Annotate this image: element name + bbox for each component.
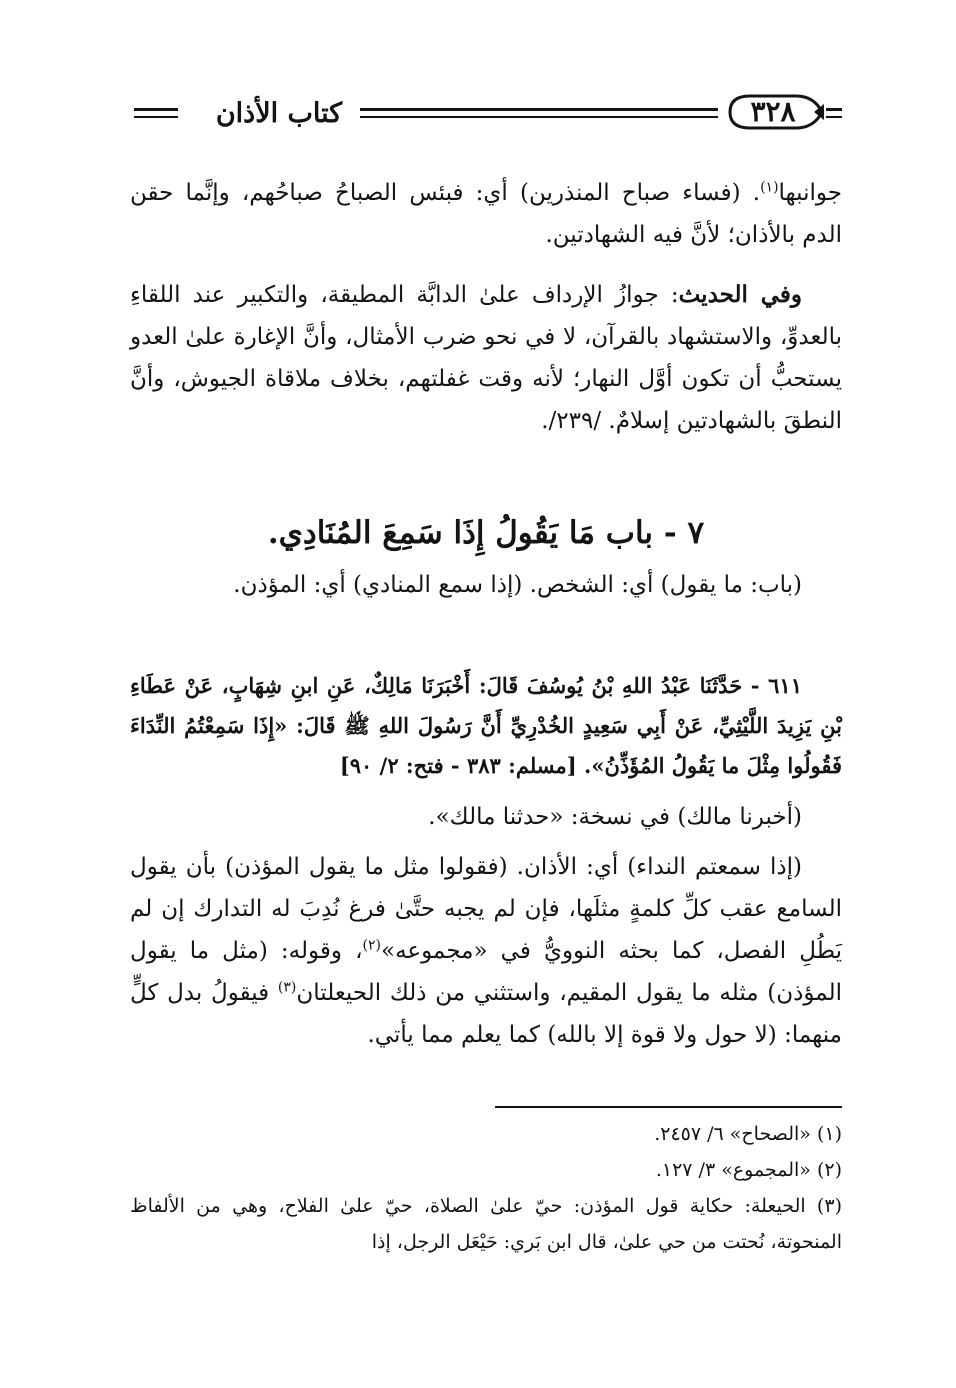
book-title: كتاب الأذان <box>215 98 343 129</box>
header-rule-right-thin <box>826 116 842 118</box>
page-header <box>0 88 956 148</box>
footnote-2: (٢) «المجموع» ٣/ ١٢٧. <box>655 1159 842 1181</box>
paragraph-5-text-b: ، وقوله: (مثل ما يقول المؤذن) مثله ما يقول المقيم، واستثني من ذلك الحيعلتان <box>130 938 842 1006</box>
paragraph-4-text: (أخبرنا مالك) في نسخة: «حدثنا مالك». <box>428 804 802 830</box>
hadith-text: ٦١١ - حَدَّثَنَا عَبْدُ اللهِ بْنُ يُوسُفَ قَالَ: أَخْبَرَنَا مَالِكٌ، عَنِ ابنِ شِهَابٍ، عَنْ عَطَاءِ بْنِ يَزِيدَ اللَّيْثِيِّ، عَنْ أَبِي سَعِيدٍ الخُدْرِيِّ أَنَّ رَسُولَ اللهِ ﷺ قَالَ: «إِذَا سَمِعْتُمُ النِّدَاءَ فَقُولُوا مِثْلَ ما يَقُولُ المُؤَذِّنُ». [مسلم: ٣٨٣ - فتح: ٢/ ٩٠] <box>130 673 842 778</box>
paragraph-2-label: وفي الحديث <box>678 281 803 308</box>
footnote-separator <box>495 1106 842 1108</box>
paragraph-1-text <box>130 180 842 248</box>
paragraph-commentary-1 <box>130 172 842 256</box>
paragraph-3-text: (باب: ما يقول) أي: الشخص. (إذا سمع المنادي) أي: المؤذن. <box>233 572 802 598</box>
paragraph-hadith-benefits <box>130 274 842 442</box>
page-number-ornament <box>722 92 824 132</box>
footnote-1: (١) «الصحاح» ٦/ ٢٤٥٧. <box>654 1123 842 1145</box>
footnote-3: (٣) الحيعلة: حكاية قول المؤذن: حيّ علىٰ الصلاة، حيّ علىٰ الفلاح، وهي من الألفاظ المنحوتة، نُحتت من حي علىٰ، قال ابن بَري: حَيْعَل الرجل، إذا <box>130 1195 842 1253</box>
paragraph-1-rest: . (فساء صباح المنذرين) أي: فبئس الصباحُ صباحُهم، وإنَّما حقن الدم بالأذان؛ لأنَّ فيه الشهادتين. <box>130 180 842 248</box>
header-rule-left <box>134 108 178 111</box>
footnote-marker-2[interactable]: (٢) <box>362 937 382 954</box>
footnotes <box>130 1116 842 1260</box>
header-rule-middle <box>360 108 718 111</box>
footnote-marker-1[interactable]: (١) <box>760 179 779 196</box>
paragraph-5-text-c: فيقولُ بدل كلٍّ منهما: (لا حول ولا قوة إلا بالله) كما يعلم مما يأتي. <box>130 980 842 1048</box>
paragraph-5-text-a: (إذا سمعتم النداء) أي: الأذان. (فقولوا مثل ما يقول المؤذن) بأن يقول السامع عقب كلِّ كلمةٍ مثلَها، فإن لم يجبه حتَّىٰ فرغ نُدِبَ له التدارك إن لم يَطُلِ الفصل، كما بحثه النوويُّ في «مجموعه» <box>130 854 843 964</box>
paragraph-2-text: : جوازُ الإرداف علىٰ الدابَّة المطيقة، والتكبير عند اللقاءِ بالعدوِّ، والاستشهاد بالقرآن، لا في نحو ضرب الأمثال، وأنَّ الإغارة علىٰ العدو يستحبُّ أن تكون أوَّل النهار؛ لأنه وقت غفلتهم، بخلاف ملاقاة الجيوش، وأنَّ النطقَ بالشهادتين إسلامٌ. /٢٣٩/. <box>130 282 842 434</box>
paragraph-variant-note <box>130 796 842 838</box>
footnote-marker-3[interactable]: (٣) <box>277 979 297 996</box>
paragraph-1-first-word: جوانبها <box>778 180 842 206</box>
paragraph-chapter-explanation <box>130 564 842 606</box>
page-number: ٣٢٨ <box>750 95 796 128</box>
header-rule-right <box>826 108 842 111</box>
header-rule-middle-thin <box>360 116 718 118</box>
chapter-heading: ٧ - باب مَا يَقُولُ إِذَا سَمِعَ المُنَادِي. <box>267 515 705 551</box>
paragraph-commentary-2 <box>130 846 842 1056</box>
header-rule-left-thin <box>134 116 178 118</box>
